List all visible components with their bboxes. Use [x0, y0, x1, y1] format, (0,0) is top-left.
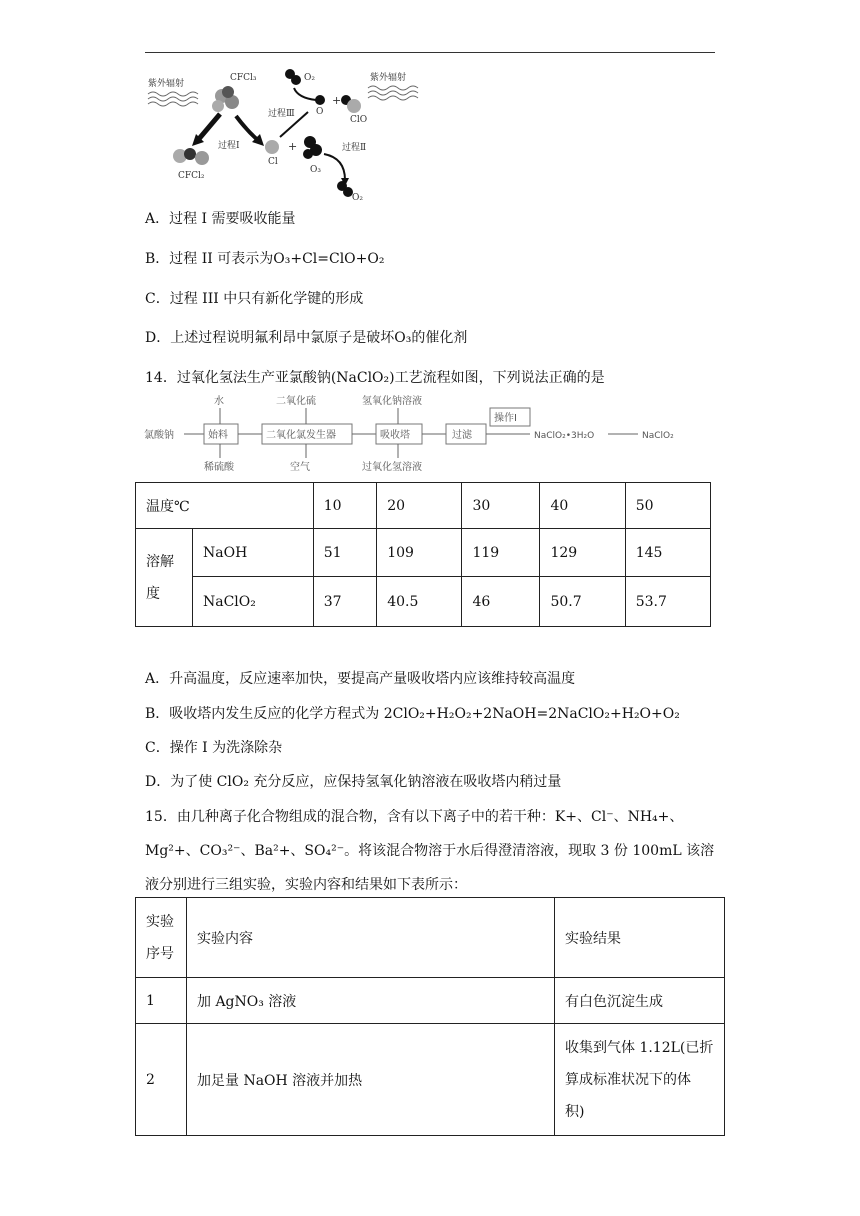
value-cell: 145 [625, 529, 710, 577]
flow-product-2: NaClO₂ [642, 431, 674, 441]
arrow-to-o2-top [294, 88, 316, 100]
cfcl3-molecule [212, 86, 239, 112]
svg-text:过滤: 过滤 [452, 430, 472, 441]
cl-atom [265, 140, 279, 154]
o2-bottom-label: O₂ [352, 193, 363, 202]
header-result: 实验结果 [555, 898, 725, 978]
uv-label-left: 紫外辐射 [148, 79, 185, 89]
row-result: 有白色沉淀生成 [555, 978, 725, 1024]
q15-stem-line2: Mg²+、CO₃²⁻、Ba²+、SO₄²⁻。将该混合物溶于水后得澄清溶液，现取 3 份 100mL 该溶 [145, 843, 715, 859]
value-cell: 119 [462, 529, 540, 577]
cfcl3-label: CFCl₃ [230, 73, 257, 83]
cfcl2-label: CFCl₂ [178, 171, 205, 181]
table-row [136, 483, 711, 529]
svg-text:二氧化氯发生器: 二氧化氯发生器 [266, 430, 336, 441]
value-cell: 46 [462, 577, 540, 627]
solubility-table [135, 482, 711, 627]
o3-molecule [303, 136, 322, 159]
q13-option-d [145, 327, 467, 347]
row-content: 加足量 NaOH 溶液并加热 [187, 1024, 555, 1136]
header-temp-label: 温度℃ [136, 483, 314, 529]
q15-stem-line3: 液分别进行三组实验，实验内容和结果如下表所示： [145, 877, 467, 893]
q14-option-c: C．操作 I 为洗涤除杂 [145, 740, 283, 756]
q13-option-d-prefix: D．上述过程说明氟利昂中氯原子是破坏 [145, 330, 395, 346]
row-name: NaClO₂ [193, 577, 314, 627]
process3-label: 过程Ⅲ [268, 109, 295, 119]
svg-text:吸收塔: 吸收塔 [380, 430, 410, 441]
q13-option-c: C．过程 III 中只有新化学键的形成 [145, 291, 364, 307]
table-row [136, 577, 711, 627]
q13-option-b-prefix: B．过程 II 可表示为 [145, 251, 274, 267]
flow-box1-bottom: 稀硫酸 [204, 462, 234, 473]
q14-stem: 14．过氧化氢法生产亚氯酸钠(NaClO₂)工艺流程如图，下列说法正确的是 [145, 370, 605, 386]
value-cell: 40.5 [377, 577, 462, 627]
uv-wave-left [148, 92, 198, 106]
flow-start: 氯酸钠 [144, 430, 174, 441]
o-atom [315, 95, 325, 105]
o2-top-label: O₂ [304, 73, 315, 83]
flow-box1-top: 水 [214, 396, 224, 407]
q13-option-a: A．过程 I 需要吸收能量 [145, 211, 296, 227]
arrow-to-cfcl2 [198, 114, 220, 140]
value-cell: 37 [313, 577, 376, 627]
temp-cell: 30 [462, 483, 540, 529]
process2-label: 过程Ⅱ [342, 143, 367, 153]
row-no: 2 [136, 1024, 187, 1136]
svg-text:始料: 始料 [208, 430, 228, 441]
flow-product-1: NaClO₂•3H₂O [534, 431, 595, 441]
value-cell: 50.7 [540, 577, 625, 627]
temp-cell: 50 [625, 483, 710, 529]
row-result: 收集到气体 1.12L(已折 算成标准状况下的体 积) [555, 1024, 725, 1136]
temp-cell: 40 [540, 483, 625, 529]
q14-option-d: D．为了使 ClO₂ 充分反应，应保持氢氧化钠溶液在吸收塔内稍过量 [145, 774, 562, 790]
flow-box3-top: 氢氧化钠溶液 [362, 396, 422, 407]
value-cell: 129 [540, 529, 625, 577]
flow-box2-top: 二氧化硫 [276, 396, 316, 407]
row-no: 1 [136, 978, 187, 1024]
o2-bottom-molecule [337, 181, 353, 197]
process2-arrow [324, 154, 345, 180]
header-no: 实验 序号 [136, 898, 187, 978]
uv-wave-right [368, 86, 418, 100]
value-cell: 53.7 [625, 577, 710, 627]
q13-option-d-suffix: 的催化剂 [411, 330, 468, 346]
flow-box2-bottom: 空气 [290, 462, 310, 473]
o3-label: O₃ [310, 165, 321, 175]
o2-top-molecule [285, 69, 301, 85]
table-row [136, 1024, 725, 1136]
plus-sign-2: + [332, 94, 342, 107]
svg-text:操作Ⅰ: 操作Ⅰ [494, 413, 517, 424]
row-content: 加 AgNO₃ 溶液 [187, 978, 555, 1024]
process1-label: 过程Ⅰ [218, 141, 240, 151]
value-cell: 51 [313, 529, 376, 577]
o-label: O [316, 107, 324, 117]
q15-stem-line1: 15．由几种离子化合物组成的混合物，含有以下离子中的若干种：K+、Cl⁻、NH₄+、 [145, 809, 684, 825]
q14-option-a: A．升高温度，反应速率加快，要提高产量吸收塔内应该维持较高温度 [145, 671, 576, 687]
cl-label: Cl [268, 157, 278, 167]
process-flow-diagram [140, 392, 720, 478]
clo-molecule [341, 95, 361, 113]
temp-cell: 10 [313, 483, 376, 529]
ozone-depletion-diagram [140, 62, 440, 202]
experiment-table [135, 897, 725, 1136]
q13-option-d-formula: O₃ [394, 330, 412, 346]
q13-option-b [145, 248, 384, 268]
row-name: NaOH [193, 529, 314, 577]
table-row [136, 529, 711, 577]
uv-label-right: 紫外辐射 [370, 73, 407, 83]
solubility-group-label: 溶解 度 [136, 529, 193, 627]
value-cell: 109 [377, 529, 462, 577]
plus-sign-1: + [288, 140, 298, 153]
clo-label: ClO [350, 115, 368, 125]
flow-box3-bottom: 过氧化氢溶液 [362, 462, 422, 473]
cfcl2-molecule [173, 148, 209, 165]
table-row [136, 898, 725, 978]
q14-option-b: B．吸收塔内发生反应的化学方程式为 2ClO₂+H₂O₂+2NaOH=2NaClO₂+H₂O+O₂ [145, 706, 680, 722]
header-content: 实验内容 [187, 898, 555, 978]
q13-option-b-formula: O₃+Cl=ClO+O₂ [273, 251, 385, 267]
temp-cell: 20 [377, 483, 462, 529]
top-rule [145, 52, 715, 53]
table-row [136, 978, 725, 1024]
